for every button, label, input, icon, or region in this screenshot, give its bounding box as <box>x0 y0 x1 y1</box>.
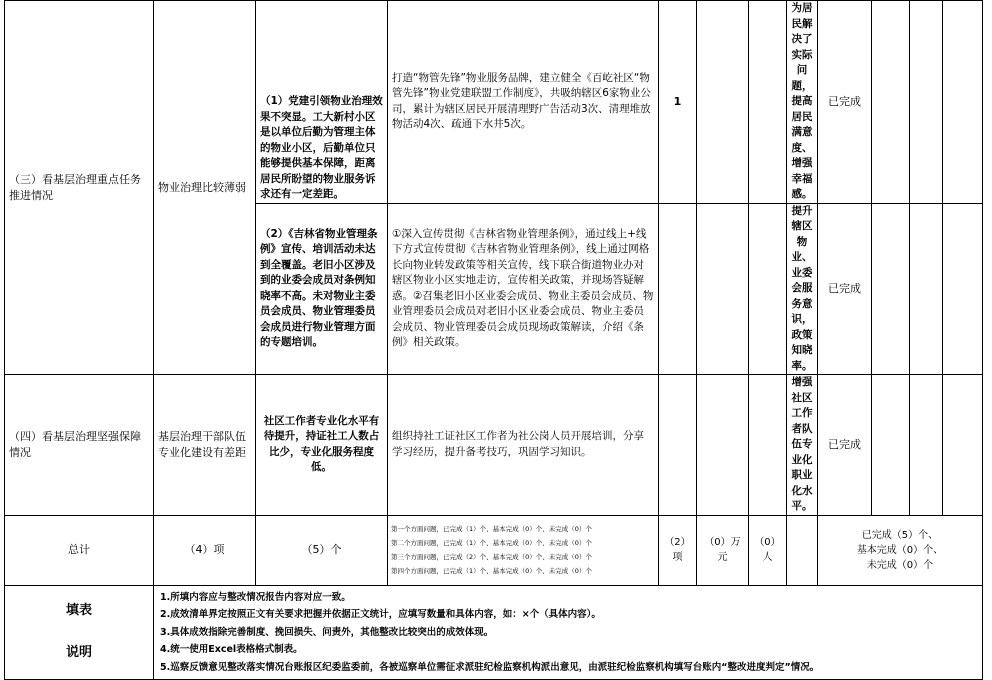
empty-cell <box>872 1 910 204</box>
total-status-line: 基本完成（0）个、 <box>856 544 944 556</box>
total-status-line: 已完成（5）个、 <box>861 529 939 541</box>
aspect-summary-line: 第三个方面问题，已完成（2）个、基本完成（0）个、未完成（0）个 <box>391 553 592 561</box>
status-cell: 已完成 <box>818 203 872 375</box>
empty-cell <box>910 1 943 204</box>
note-item: 4.统一使用Excel表格格式制表。 <box>160 644 303 655</box>
total-status-cell <box>818 515 983 585</box>
total-problems: （4）项 <box>154 515 256 585</box>
table-row <box>5 1 983 204</box>
total-row <box>5 515 983 585</box>
notes-row <box>5 585 983 680</box>
count-cell: 1 <box>659 1 697 204</box>
effect-cell: 为居民解决了实际问题，提高居民满意度、增强幸福感。 <box>787 1 818 204</box>
note-item: 5.巡察反馈意见整改落实情况台账报区纪委监委前，各被巡察单位需征求派驻纪检监察机构派出意见，由派驻纪检监察机构填写台账内“整改进度判定”情况。 <box>160 661 820 673</box>
aspect-summary-line: 第一个方面问题，已完成（1）个、基本完成（0）个、未完成（0）个 <box>391 525 592 533</box>
status-cell: 已完成 <box>818 375 872 516</box>
aspect-summary-cell <box>388 515 659 585</box>
total-money: （0）万元 <box>697 515 749 585</box>
measure-cell: 打造“物管先锋”物业服务品牌，建立健全《百屹社区“物管先锋”物业党建联盟工作制度》，共吸纳辖区6家物业公司，累计为辖区居民开展清理野广告活动3次、清理堆放物活动4次、疏通下水井5次。 <box>388 1 659 204</box>
empty-cell <box>872 375 910 516</box>
effect-cell: 提升辖区物业、业委会服务意识，政策知晓率。 <box>787 203 818 375</box>
empty-cell <box>872 203 910 375</box>
total-count: （2）项 <box>659 515 697 585</box>
empty-cell <box>943 203 983 375</box>
empty-cell <box>749 203 787 375</box>
total-status-line: 未完成（0）个 <box>866 559 934 571</box>
notes-cell <box>154 585 983 680</box>
status-cell: 已完成 <box>818 1 872 204</box>
empty-cell <box>749 1 787 204</box>
measure-cell: ①深入宣传贯彻《吉林省物业管理条例》，通过线上+线下方式宣传贯彻《吉林省物业管理条例》，线上通过网格长向物业转发政策等相关宣传，线下联合街道物业办对辖区物业小区实地走访，宣传相关政策，并现场答疑解惑。②召集老旧小区业委会成员、物业主委员会成员、物业管理委员会成员对老旧小区业委会成员、物业主委员会成员、物业管理委员会成员现场政策解读，介绍《条例》相关政策。 <box>388 203 659 375</box>
empty-cell <box>943 1 983 204</box>
problem-cell: 物业治理比较薄弱 <box>154 1 256 375</box>
empty-cell <box>697 375 749 516</box>
notes-label-cell <box>5 585 154 680</box>
detail-cell: （2）《吉林省物业管理条例》宣传、培训活动未达到全覆盖。老旧小区涉及到的业委会成员对条例知晓率不高。未对物业主委员会成员、物业管理委员会成员进行物业管理方面的专题培训。 <box>256 203 388 375</box>
empty-cell <box>697 203 749 375</box>
total-label: 总计 <box>5 515 154 585</box>
aspect-summary-line: 第四个方面问题，已完成（1）个、基本完成（0）个、未完成（0）个 <box>391 567 592 575</box>
notes-label: 说明 <box>65 645 92 661</box>
table-row <box>5 375 983 516</box>
count-cell <box>659 203 697 375</box>
empty-cell <box>697 1 749 204</box>
empty-cell <box>943 375 983 516</box>
empty-cell <box>787 515 818 585</box>
notes-label: 填表 <box>65 603 92 619</box>
note-item: 2.成效清单界定按照正文有关要求把握并依据正文统计，应填写数量和具体内容，如：×个（具体内容）。 <box>160 609 601 620</box>
empty-cell <box>910 203 943 375</box>
measure-cell: 组织持社工证社区工作者为社公岗人员开展培训，分享学习经历，提升备考技巧，巩固学习知识。 <box>388 375 659 516</box>
category-cell: （四）看基层治理坚强保障情况 <box>5 375 154 516</box>
problem-cell: 基层治理干部队伍专业化建设有差距 <box>154 375 256 516</box>
rectification-ledger-table <box>4 0 983 680</box>
note-item: 3.具体成效指除完善制度、挽回损失、问责外，其他整改比较突出的成效体现。 <box>160 626 494 638</box>
count-cell <box>659 375 697 516</box>
total-items: （5）个 <box>256 515 388 585</box>
empty-cell <box>910 375 943 516</box>
detail-cell: 社区工作者专业化水平有待提升，持证社工人数占比少，专业化服务程度低。 <box>256 375 388 516</box>
effect-cell: 增强社区工作者队伍专业化职业化水平。 <box>787 375 818 516</box>
note-item: 1.所填内容应与整改情况报告内容对应一致。 <box>160 591 351 603</box>
category-cell: （三）看基层治理重点任务推进情况 <box>5 1 154 375</box>
empty-cell <box>749 375 787 516</box>
aspect-summary-line: 第二个方面问题，已完成（1）个、基本完成（0）个、未完成（0）个 <box>391 539 592 547</box>
total-people: （0）人 <box>749 515 787 585</box>
detail-cell: （1）党建引领物业治理效果不突显。工大新村小区是以单位后勤为管理主体的物业小区，后勤单位只能够提供基本保障，距离居民所盼望的物业服务诉求还有一定差距。 <box>256 1 388 204</box>
